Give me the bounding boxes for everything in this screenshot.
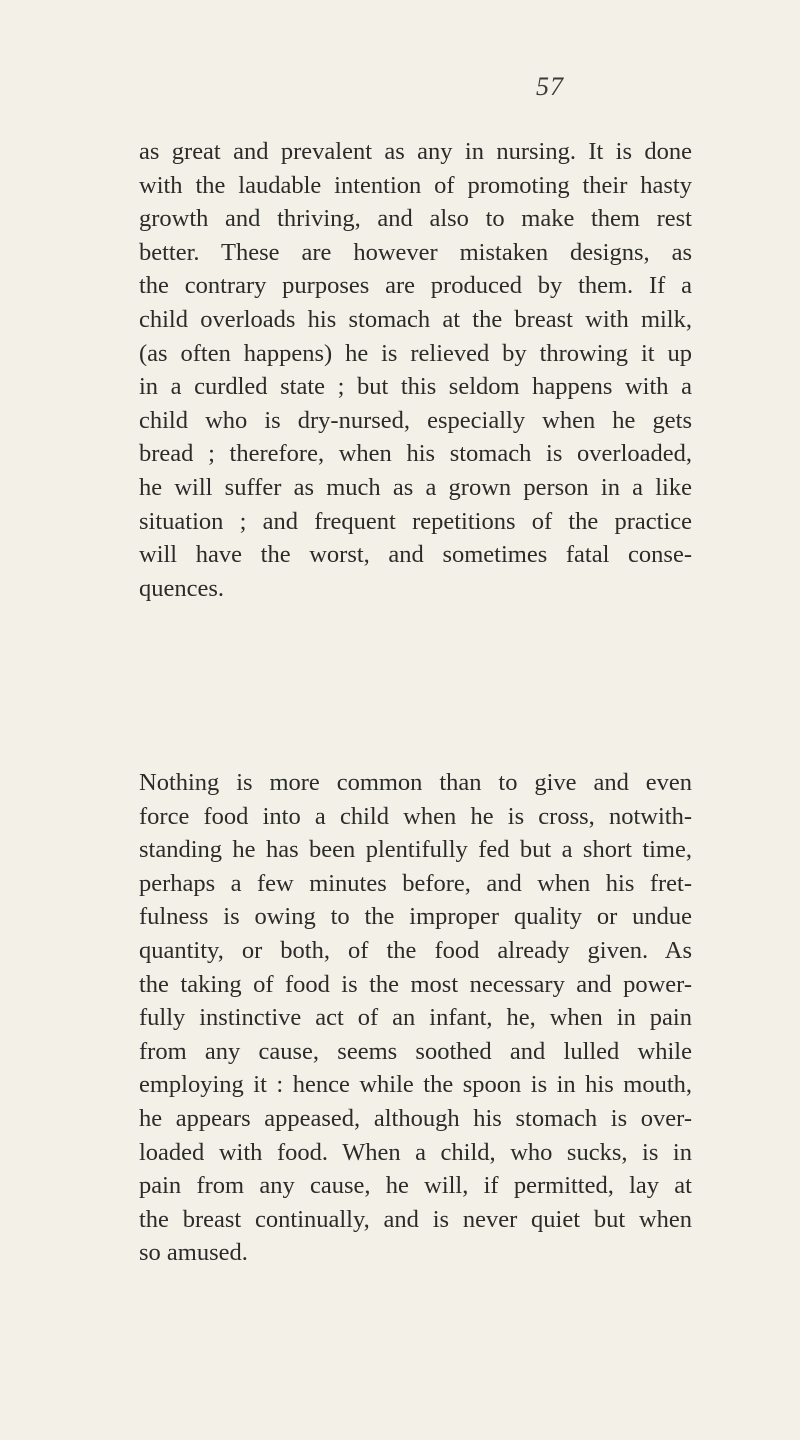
text-line: with the laudable intention of promoting their hasty: [139, 171, 692, 199]
text-line: so amused.: [139, 1239, 248, 1267]
text-line: fully instinctive act of an infant, he, when in pain: [139, 1004, 692, 1032]
text-line: growth and thriving, and also to make them rest: [139, 205, 692, 233]
text-line: force food into a child when he is cross, notwith-: [139, 802, 692, 830]
text-line: loaded with food. When a child, who sucks, is in: [139, 1138, 692, 1166]
text-line: he appears appeased, although his stomach is over-: [139, 1104, 692, 1132]
page-number: 57: [536, 72, 564, 101]
text-line: in a curdled state ; but this seldom happens with a: [139, 373, 692, 401]
text-line: (as often happens) he is relieved by throwing it up: [139, 339, 692, 367]
text-line: situation ; and frequent repetitions of the practice: [139, 507, 692, 535]
paragraph-2: [139, 766, 692, 1270]
text-line: better. These are however mistaken designs, as: [139, 238, 692, 266]
text-line: fulness is owing to the improper quality or undue: [139, 903, 692, 931]
text-line: he will suffer as much as a grown person in a like: [139, 473, 692, 501]
text-line: pain from any cause, he will, if permitted, lay at: [139, 1172, 692, 1200]
text-line: child who is dry-nursed, especially when he gets: [139, 406, 692, 434]
text-line: from any cause, seems soothed and lulled while: [139, 1037, 692, 1065]
text-line: Nothing is more common than to give and even: [139, 769, 692, 796]
text-line: as great and prevalent as any in nursing. It is done: [139, 138, 692, 165]
text-line: standing he has been plentifully fed but a short time,: [139, 836, 692, 864]
text-line: the taking of food is the most necessary and power-: [139, 970, 692, 998]
text-line: child overloads his stomach at the breast with milk,: [139, 305, 692, 333]
text-line: employing it : hence while the spoon is in his mouth,: [139, 1071, 692, 1099]
text-line: will have the worst, and sometimes fatal conse-: [139, 541, 692, 569]
text-line: bread ; therefore, when his stomach is overloaded,: [139, 440, 692, 468]
text-line: the breast continually, and is never quiet but when: [139, 1205, 692, 1233]
text-line: perhaps a few minutes before, and when his fret-: [139, 869, 692, 897]
text-line: quantity, or both, of the food already given. As: [139, 936, 692, 964]
paragraph-1: [139, 135, 692, 605]
text-line: the contrary purposes are produced by them. If a: [139, 272, 692, 300]
text-line: quences.: [139, 574, 225, 602]
